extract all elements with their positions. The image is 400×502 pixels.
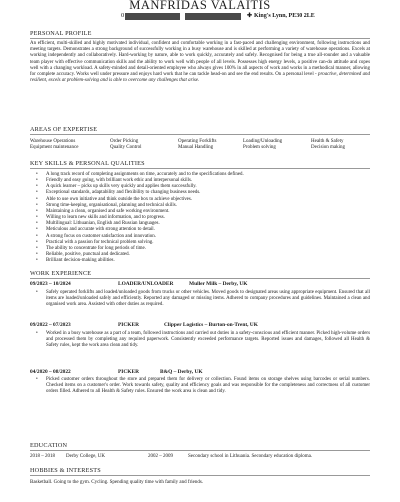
skill-item: • Maintaining a clean, organised and safe working environment. [36, 209, 370, 215]
education-years: 2018 – 2018 [30, 454, 55, 459]
job-title: LOADER/UNLOADER [118, 281, 174, 287]
job-company: B&Q – Derby, UK [160, 369, 203, 375]
profile-heading: PERSONAL PROFILE [30, 30, 92, 37]
job-bullet: • Picked customer orders throughout the store and prepared them for delivery or collection. Found items on storage shelves using barcodes or serial numbers. Checked items on a customer's order. Work towards safety, quality and efficiency goals and was responsible for the completeness and correctness of all customer orders filled. Adhered to all Health & Safety rules. Ensured the work area is clean and tidy. [36, 377, 370, 395]
job-bullet: • Worked in a busy warehouse as a part of a team, followed instructions and carried out duties in a safety-conscious and efficient manner. Picked high-volume orders and processed them by completing any required paperwork. Consistently exceeded performance targets. Reported issues and damages, followed all Health & Safety rules, kept the work area clean and tidy. [36, 331, 370, 349]
job-title: PICKER [118, 322, 139, 328]
expertise-column: Warehouse Operations Equipment maintenance [30, 139, 79, 151]
redacted-email [185, 13, 241, 20]
expertise-column: Health & Safety Decision making [311, 139, 346, 151]
skills-list [36, 172, 370, 264]
job-title: PICKER [118, 369, 139, 375]
skill-item: • Strong time-keeping, organisational, planning and technical skills. [36, 203, 370, 209]
experience-heading: WORK EXPERIENCE [30, 270, 92, 277]
pin-icon: ✚ [247, 13, 253, 19]
hobbies-text: Basketball. Going to the gym. Cycling. Spending quality time with family and friends. [30, 480, 204, 485]
profile-text: An efficient, multi-skilled and highly motivated individual, confident and comfortable working in a fast-paced and challenging environment, following instructions and meeting targets. Demonstrates a strong background of successfully working in a busy warehouse and is skilled at performing a variety of warehouse operations. Excels at working independently and collaboratively. Hard-working by nature, able to work quickly, accurately and safely. Recognised for being a true all-rounder and a valuable team player with effective communication skills and the ability to work well with people of all levels. Possesses high energy levels, a positive can-do attitude and copes well with a changing workload. A safety-minded and detail-oriented employee who always gives 100% in all aspects of work and works in a methodical manner, allowing for complete accuracy. Works well under pressure and enjoys hard work that he can tackle head-on and see the end results. On a personal level - proactive, determined and resilient, excels at problem-solving and is able to overcome any challenges that arise. [30, 41, 370, 84]
divider [30, 168, 370, 169]
job-dates: 09/2022 – 07/2023 [30, 322, 71, 328]
job-company: Muller Milk – Derby, UK [189, 281, 248, 287]
skill-item: • Multilingual: Lithuanian, English and Russian languages. [36, 221, 370, 227]
location: ✚ King's Lynn, PE30 2LE [247, 13, 315, 19]
job-bullets [36, 331, 370, 349]
skill-item: • Practical with a passion for technical problem solving. [36, 240, 370, 246]
skill-item: • A quick learner – picks up skills very quickly and applies them successfully. [36, 184, 370, 190]
skill-item: • Exceptional standards, adaptability and flexibility to changing business needs. [36, 190, 370, 196]
skill-item: • Willing to learn new skills and information, and to progress. [36, 215, 370, 221]
education-place: Derby College, UK [66, 454, 106, 459]
contact-line [0, 12, 400, 22]
skill-item: • Brilliant decision-making abilities. [36, 258, 370, 264]
skill-item: • The ability to concentrate for long periods of time. [36, 246, 370, 252]
job-bullet: • Safely operated forklifts and loaded/unloaded goods from trucks or other vehicles. Moved goods to designated areas using appropriate equipment. Ensured that all items are loaded/unloaded safely and efficiently. Reported any damaged or missing items. Adhered to company procedures and guidelines. Maintained a clean and organised work area. Assisted with other duties as required. [36, 290, 370, 308]
candidate-name: MANFRIDAS VALAITIS [129, 0, 271, 12]
skill-item: • Friendly and easy going, with brilliant work ethic and interpersonal skills. [36, 178, 370, 184]
skills-heading: KEY SKILLS & PERSONAL QUALITIES [30, 160, 145, 167]
divider [30, 278, 370, 279]
job-dates: 04/2020 – 08/2022 [30, 369, 71, 375]
education-years: 2002 – 2009 [148, 454, 173, 459]
divider [30, 475, 370, 476]
expertise-heading: AREAS OF EXPERTISE [30, 126, 98, 133]
redacted-phone [125, 13, 180, 20]
skill-item: • Reliable, positive, punctual and dedicated. [36, 252, 370, 258]
expertise-column: Loading/Unloading Problem solving [243, 139, 283, 151]
skill-item: • A strong focus on customer satisfaction and innovation. [36, 234, 370, 240]
divider [30, 38, 370, 39]
expertise-column: Order Picking Quality Control [110, 139, 142, 151]
phone-prefix: 0 [121, 12, 125, 19]
education-row [30, 454, 370, 462]
skill-item: • Able to use own initiative and think outside the box to achieve objectives. [36, 197, 370, 203]
education-place: Secondary school in Lithuania. Secondary education diploma. [188, 454, 313, 459]
expertise-column: Operating Forklifts Manual Handling [178, 139, 217, 151]
divider [30, 450, 370, 451]
job-company: Clipper Logistics – Burton-on-Trent, UK [164, 322, 258, 328]
job-bullets [36, 290, 370, 308]
expertise-grid [30, 139, 370, 153]
divider [30, 134, 370, 135]
hobbies-heading: HOBBIES & INTERESTS [30, 467, 101, 474]
job-bullets [36, 377, 370, 395]
job-dates: 09/2023 – 10/2024 [30, 281, 71, 287]
education-heading: EDUCATION [30, 442, 68, 449]
skill-item: • A long track record of completing assignments on time, accurately and to the specifications defined. [36, 172, 370, 178]
skill-item: • Meticulous and accurate with strong attention to detail. [36, 227, 370, 233]
